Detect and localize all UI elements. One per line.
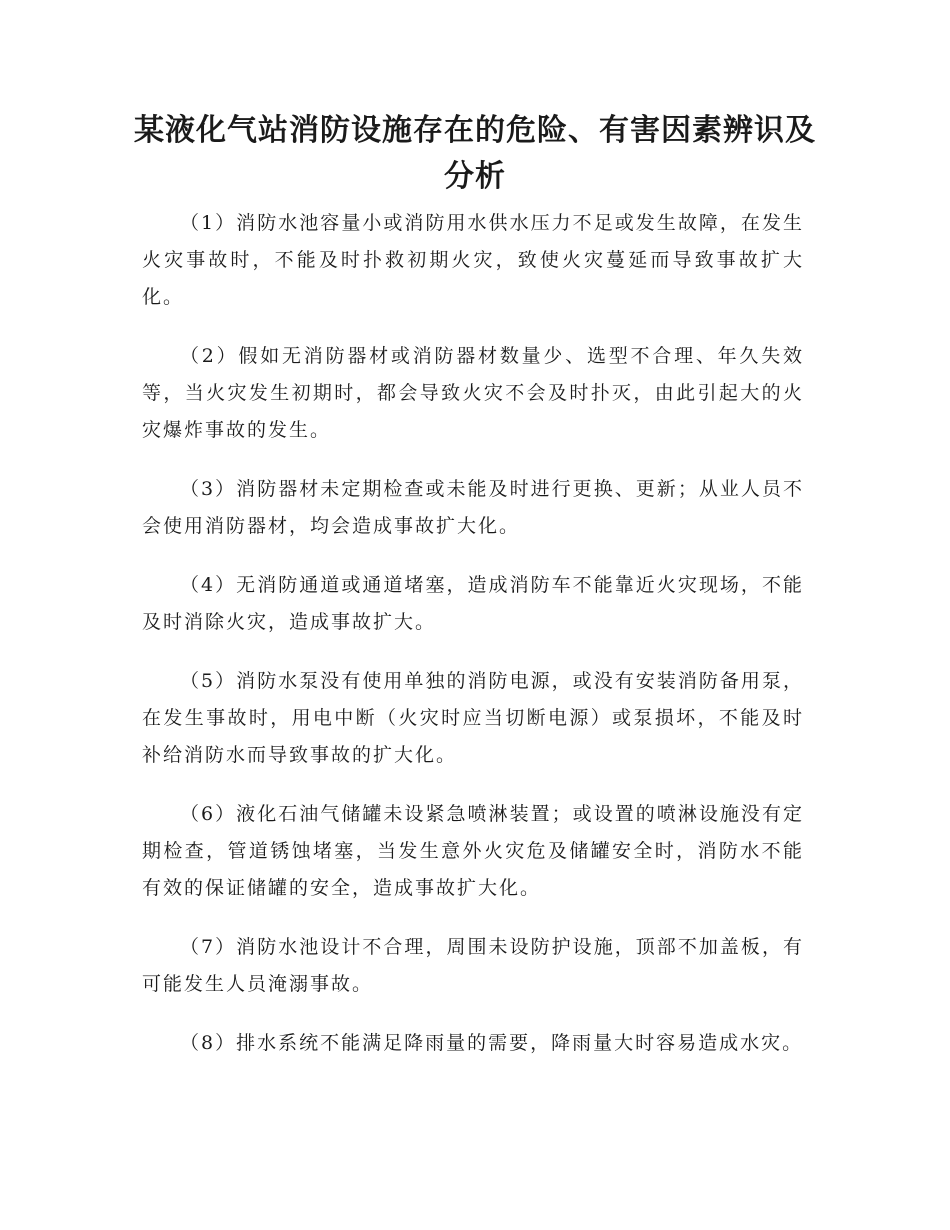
paragraph-1: （1）消防水池容量小或消防用水供水压力不足或发生故障，在发生火灾事故时，不能及时扑救初期火灾，致使火灾蔓延而导致事故扩大化。 (142, 212, 804, 308)
paragraph-2: （2）假如无消防器材或消防器材数量少、选型不合理、年久失效等，当火灾发生初期时，都会导致火灾不会及时扑灭，由此引起大的火灾爆炸事故的发生。 (142, 345, 804, 441)
paragraph-8: （8）排水系统不能满足降雨量的需要，降雨量大时容易造成水灾。 (180, 1032, 804, 1054)
document-title: 某液化气站消防设施存在的危险、有害因素辨识及分析 (134, 113, 816, 194)
paragraph-6: （6）液化石油气储罐未设紧急喷淋装置；或设置的喷淋设施没有定期检查，管道锈蚀堵塞，当发生意外火灾危及储罐安全时，消防水不能有效的保证储罐的安全，造成事故扩大化。 (142, 803, 804, 899)
document-body (142, 205, 804, 1084)
paragraph-7: （7）消防水池设计不合理，周围未设防护设施，顶部不加盖板，有可能发生人员淹溺事故。 (142, 936, 804, 995)
paragraph-4: （4）无消防通道或通道堵塞，造成消防车不能靠近火灾现场，不能及时消除火灾，造成事故扩大。 (142, 574, 804, 633)
paragraph-5: （5）消防水泵没有使用单独的消防电源，或没有安装消防备用泵，在发生事故时，用电中断（火灾时应当切断电源）或泵损坏，不能及时补给消防水而导致事故的扩大化。 (142, 670, 804, 766)
paragraph-3: （3）消防器材未定期检查或未能及时进行更换、更新；从业人员不会使用消防器材，均会造成事故扩大化。 (142, 478, 804, 537)
